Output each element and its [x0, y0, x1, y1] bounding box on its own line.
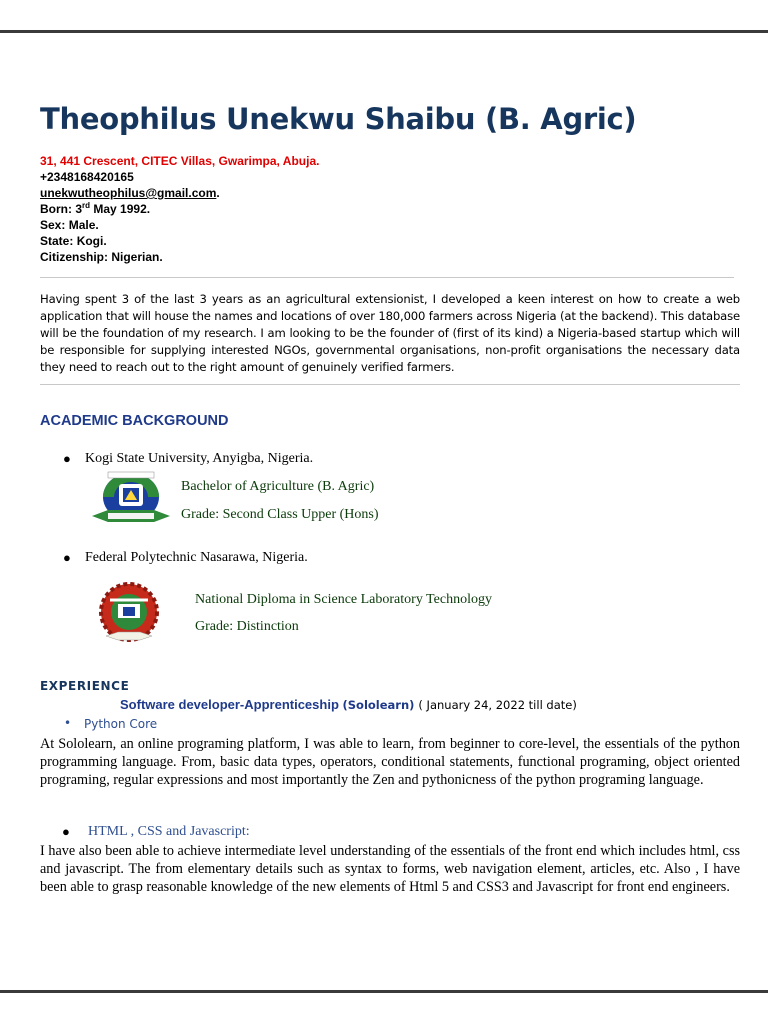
email-link[interactable]: unekwutheophilus@gmail.com — [40, 186, 217, 200]
born-day: 3 — [75, 202, 83, 216]
bullet-icon: ● — [63, 550, 71, 565]
qualification: National Diploma in Science Laboratory Technology — [195, 592, 492, 607]
grade: Grade: Distinction — [195, 619, 299, 634]
top-border — [0, 30, 768, 33]
divider — [40, 277, 734, 278]
bullet-icon: • — [64, 716, 72, 730]
experience-heading: EXPERIENCE — [40, 679, 130, 693]
state-label: State: — [40, 234, 74, 248]
contact-block — [40, 153, 319, 265]
state-line — [40, 233, 319, 249]
school-item — [63, 451, 314, 467]
email-line — [40, 185, 319, 201]
job-date: ( January 24, 2022 till date) — [418, 698, 577, 712]
academic-heading: ACADEMIC BACKGROUND — [40, 413, 229, 429]
skill-item — [62, 824, 250, 840]
school-item — [63, 550, 308, 566]
sex-line — [40, 217, 319, 233]
bullet-icon: ● — [63, 451, 71, 466]
sex-value: Male. — [68, 218, 99, 232]
candidate-name: Theophilus Unekwu Shaibu (B. Agric) — [40, 102, 637, 136]
born-label: Born: — [40, 202, 72, 216]
job-line — [120, 697, 577, 712]
state-value: Kogi. — [76, 234, 107, 248]
job-title: Software developer-Apprenticeship — [120, 697, 343, 712]
citizenship-line — [40, 249, 319, 265]
skill-label: Python Core — [84, 717, 158, 731]
born-line — [40, 201, 319, 217]
skill-item — [64, 716, 158, 731]
grade: Grade: Second Class Upper (Hons) — [181, 507, 379, 522]
skill-label: HTML , CSS and Javascript: — [88, 824, 250, 839]
divider — [40, 384, 740, 385]
ksu-crest-icon — [88, 470, 174, 528]
address: 31, 441 Crescent, CITEC Villas, Gwarimpa, Abuja. — [40, 154, 320, 168]
skill-description: At Sololearn, an online programing platform, I was able to learn, from beginner to core-level, the essentials of the python programming language. From, basic data types, operators, conditional statements, functional programing, object oriented programing, regular expressions and most importantly the Zen and pythonicness of the python programing language. — [40, 736, 740, 788]
fpn-crest-icon — [88, 582, 170, 644]
job-org: (Sololearn) — [342, 698, 419, 712]
bullet-icon: ● — [62, 824, 70, 839]
school-name: Federal Polytechnic Nasarawa, Nigeria. — [85, 550, 308, 565]
citizenship-value: : Nigerian. — [104, 250, 163, 264]
born-rest: May 1992. — [93, 202, 151, 216]
email-suffix: . — [216, 186, 220, 200]
summary-paragraph: Having spent 3 of the last 3 years as an agricultural extensionist, I developed a keen interest on how to create a web application that will house the names and locations of over 180,000 farmers across Nigeria (at the backend). This database will be the foundation of my research. I am looking to be the founder of (first of its kind) a Nigeria-based startup which will be responsible for supplying interested NGOs, governmental organisations, non-profit organisations the necessary data they need to reach out to the right amount of genuinely verified farmers. — [40, 292, 740, 374]
phone: +2348168420165 — [40, 170, 134, 184]
bottom-border — [0, 990, 768, 993]
qualification: Bachelor of Agriculture (B. Agric) — [181, 479, 375, 494]
skill-description: I have also been able to achieve intermediate level understanding of the essentials of the front end which includes html, css and javascript. The from elementary details such as syntax to forms, web navigation element, articles, etc. Also , I have been able to grasp reasonable knowledge of the new elements of Html 5 and CSS3 and Javascript for front end engineers. — [40, 843, 740, 895]
sex-label: Sex: — [40, 218, 66, 232]
citizenship-label: Citizenship — [40, 250, 105, 264]
school-name: Kogi State University, Anyigba, Nigeria. — [85, 451, 314, 466]
born-sup: rd — [82, 201, 91, 210]
